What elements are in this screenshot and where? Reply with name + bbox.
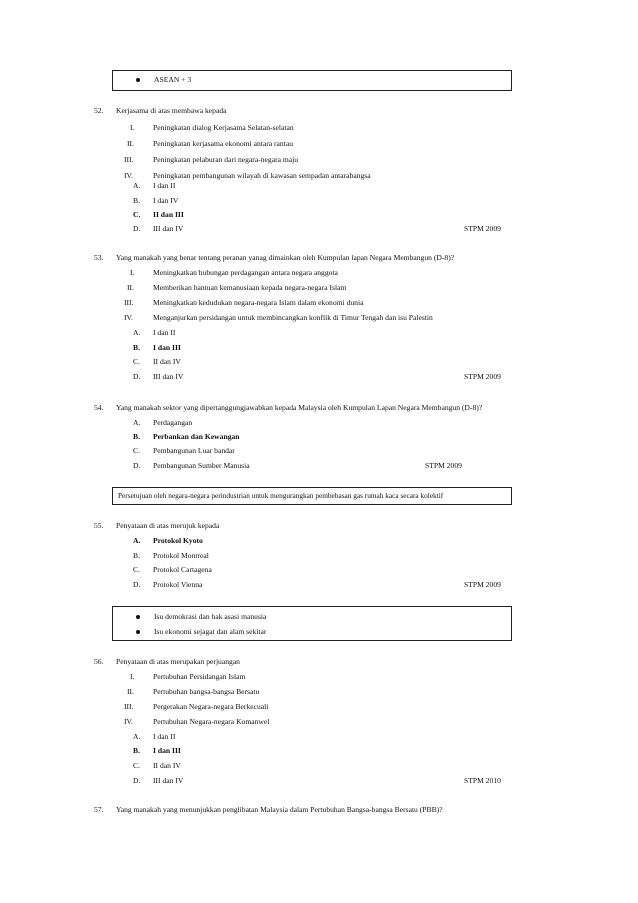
- statement: Memberikan bantuan kemanusiaan kepada negara-negara Islam: [153, 283, 347, 292]
- roman-numeral: III.: [124, 298, 134, 307]
- option-letter: C.: [133, 210, 141, 219]
- option-text: Protokol Vienna: [153, 580, 203, 589]
- question-number: 57.: [94, 805, 104, 814]
- statement: Meningkatkan hubungan perdagangan antara negara anggota: [153, 268, 338, 277]
- correct-option-text: I dan III: [153, 343, 181, 352]
- roman-numeral: II.: [127, 139, 134, 148]
- statement: Meningkatkan kedudukan negara-negara Islam dalam ekonomi dunia: [153, 298, 364, 307]
- source-tag: STPM 2009: [425, 461, 462, 470]
- top-box: [112, 70, 512, 91]
- option-text: II dan IV: [153, 357, 181, 366]
- option-letter: B.: [133, 746, 140, 755]
- bullet-icon: [136, 630, 140, 634]
- option-letter: A.: [133, 418, 141, 427]
- statement: Peningkatan pelaburan dari negara-negara maju: [153, 155, 299, 164]
- correct-option-text: II dan III: [153, 210, 184, 219]
- option-text: I dan II: [153, 732, 176, 741]
- box-statement: Persetujuan oleh negara-negara perindustrian untuk mengurangkan pembebasan gas rumah kaca secara kolektif: [118, 491, 444, 500]
- correct-option-text: I dan III: [153, 746, 181, 755]
- roman-numeral: I.: [130, 672, 135, 681]
- option-letter: D.: [133, 224, 141, 233]
- statement: Peningkatan dialog Kerjasama Selatan-selatan: [153, 123, 294, 132]
- roman-numeral: IV.: [124, 171, 133, 180]
- option-letter: A.: [133, 181, 141, 190]
- option-letter: C.: [133, 761, 140, 770]
- option-text: I dan II: [153, 328, 176, 337]
- option-letter: C.: [133, 357, 140, 366]
- question-stem: Yang manakah yang benar tentang peranan yanag dimainkan oleh Kumpulan lapan Negara Membangun (D-8)?: [116, 253, 455, 262]
- option-letter: A.: [133, 328, 141, 337]
- option-text: Pembangunan Luar bandar: [153, 446, 235, 455]
- roman-numeral: I.: [130, 268, 135, 277]
- box-item: Isu demokrasi dan hak asasi manusia: [154, 612, 267, 621]
- source-tag: STPM 2010: [464, 776, 501, 785]
- option-letter: D.: [133, 372, 141, 381]
- roman-numeral: II.: [127, 283, 134, 292]
- statement: Peningkatan kerjasama ekonomi antara rantau: [153, 139, 294, 148]
- roman-numeral: II.: [127, 687, 134, 696]
- question-stem: Yang manakah sektor yang dipertanggungjawabkan kepada Malaysia oleh Kumpulan Lapan Negara Membangun (D-8)?: [116, 403, 483, 412]
- bullet-icon: [136, 615, 140, 619]
- box-item: Isu ekonomi sejagat dan alam sekitar: [154, 627, 267, 636]
- statement: Pergerakan Negara-negara Berkecuali: [153, 702, 269, 711]
- statement: Pertubuhan bangsa-bangsa Bersatu: [153, 687, 260, 696]
- source-tag: STPM 2009: [464, 372, 501, 381]
- box-item: ASEAN + 3: [154, 75, 192, 84]
- option-text: III dan IV: [153, 224, 184, 233]
- question-number: 54.: [94, 403, 104, 412]
- roman-numeral: IV.: [124, 717, 133, 726]
- question-stem: Penyataan di atas merujuk kepada: [116, 521, 220, 530]
- option-text: Perdagangan: [153, 418, 193, 427]
- option-letter: C.: [133, 565, 140, 574]
- option-letter: B.: [133, 343, 140, 352]
- question-stem: Kerjasama di atas membawa kepada: [116, 106, 227, 115]
- option-letter: B.: [133, 551, 140, 560]
- option-letter: B.: [133, 196, 140, 205]
- source-tag: STPM 2009: [464, 580, 501, 589]
- option-text: III dan IV: [153, 372, 184, 381]
- roman-numeral: IV.: [124, 313, 133, 322]
- question-number: 56.: [94, 657, 104, 666]
- question-number: 52.: [94, 106, 104, 115]
- correct-option-text: Perbankan dan Kewangan: [153, 432, 240, 441]
- option-text: II dan IV: [153, 761, 181, 770]
- option-letter: D.: [133, 461, 141, 470]
- roman-numeral: III.: [124, 702, 134, 711]
- option-letter: D.: [133, 776, 141, 785]
- question-number: 53.: [94, 253, 104, 262]
- option-letter: C.: [133, 446, 140, 455]
- option-text: Protokol Montreal: [153, 551, 209, 560]
- statement-box: [112, 487, 512, 505]
- statement: Pertubuhan Negara-negara Komanwel: [153, 717, 270, 726]
- option-letter: A.: [133, 536, 141, 545]
- roman-numeral: III.: [124, 155, 134, 164]
- roman-numeral: I.: [130, 123, 135, 132]
- option-text: I dan II: [153, 181, 176, 190]
- question-number: 55.: [94, 521, 104, 530]
- option-letter: B.: [133, 432, 140, 441]
- option-letter: D.: [133, 580, 141, 589]
- bullet-icon: [136, 78, 140, 82]
- correct-option-text: Protokol Kyoto: [153, 536, 203, 545]
- statement: Pertubuhan Persidangan Islam: [153, 672, 246, 681]
- question-stem: Penyataan di atas merupakan perjuangan: [116, 657, 240, 666]
- statement: Menganjurkan persidangan untuk membincangkan konflik di Timur Tengah dan isu Palestin: [153, 313, 433, 322]
- option-text: Pembangunan Sumber Manusia: [153, 461, 250, 470]
- option-letter: A.: [133, 732, 141, 741]
- option-text: Protokol Cartagena: [153, 565, 212, 574]
- issues-box: [112, 606, 512, 641]
- question-stem: Yang manakah yang menunjukkan penglibatan Malaysia dalam Pertubuhan Bangsa-bangsa Bersatu (PBB)?: [116, 805, 443, 814]
- option-text: I dan IV: [153, 196, 179, 205]
- option-text: III dan IV: [153, 776, 184, 785]
- source-tag: STPM 2009: [464, 224, 501, 233]
- statement: Peningkatan pembangunan wilayah di kawasan sempadan antarabangsa: [153, 171, 371, 180]
